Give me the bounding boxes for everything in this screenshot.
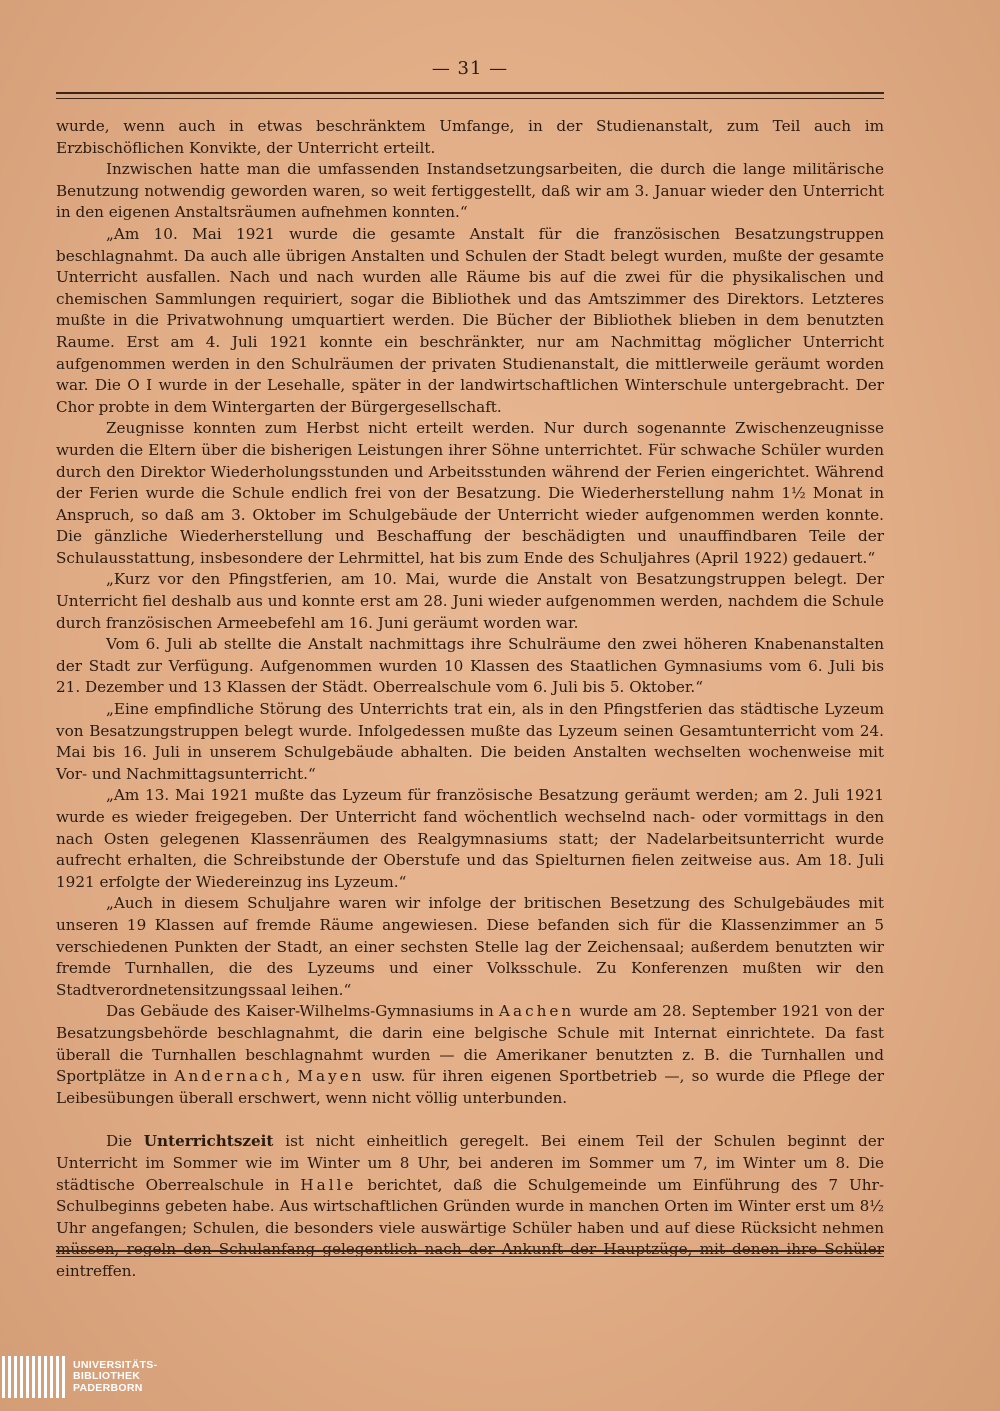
paragraph: „Am 13. Mai 1921 mußte das Lyzeum für französische Besatzung geräumt werden; am 2. Juli 1921 wurde es wieder freigegeben. Der Unterricht fand wöchentlich wechselnd nach- oder vormittags in den nach Osten gelegenen Klassenräumen des Realgymnasiums statt; der Nadelarbeitsunterricht wurde aufrecht erhalten, die Schreibstunde der Oberstufe und das Spielturnen fielen zeitweise aus. Am 18. Juli 1921 erfolgte der Wiedereinzug ins Lyzeum.“ bbox=[56, 786, 884, 891]
body-text bbox=[56, 116, 884, 1282]
paragraph: wurde, wenn auch in etwas beschränktem Umfange, in der Studienanstalt, zum Teil auch im Erzbischöflichen Konvikte, der Unterricht erteilt. bbox=[56, 117, 884, 157]
paragraph: Vom 6. Juli ab stellte die Anstalt nachmittags ihre Schulräume den zwei höheren Knabenanstalten der Stadt zur Verfügung. Aufgenommen wurden 10 Klassen des Staatlichen Gymnasiums vom 6. Juli bis 21. Dezember und 13 Klassen der Städt. Oberrealschule vom 6. Juli bis 5. Oktober.“ bbox=[56, 635, 884, 697]
text-run: berichtet, daß die Schulgemeinde um Einführung des 7 Uhr-Schulbeginns gebeten habe. Aus wirtschaftlichen Gründen wurde in manchen Orten im Winter erst um 8½ Uhr angefangen; Schulen, die besonders viele auswärtige Schüler haben und auf diese Rücksicht nehmen müssen, regeln den Schulanfang gelegentlich nach der Ankunft der Hauptzüge, mit denen ihre Schüler eintreffen. bbox=[56, 1175, 884, 1280]
logo-line: PADERBORN bbox=[73, 1381, 143, 1394]
logo-text bbox=[73, 1360, 157, 1395]
text-run: wurde am 28. September 1921 von der Besatzungsbehörde beschlagnahmt, die darin eine belgische Schule mit Internat einrichtete. Da fast überall die Turnhallen beschlagnahmt wurden — die Amerikaner benutzten z. B. die Turnhallen und Sportplätze in bbox=[56, 1002, 885, 1086]
bottom-rule bbox=[56, 1250, 884, 1257]
paragraph-aachen bbox=[56, 1001, 884, 1109]
logo-line: BIBLIOTHEK bbox=[73, 1370, 141, 1383]
paragraph: „Kurz vor den Pfingstferien, am 10. Mai, wurde die Anstalt von Besatzungstruppen belegt. Der Unterricht fiel deshalb aus und konnte erst am 28. Juni wieder aufgenommen werden, nachdem die Schule durch französischen Armeebefehl am 16. Juni geräumt worden war. bbox=[56, 570, 884, 632]
paragraph: Inzwischen hatte man die umfassenden Instandsetzungsarbeiten, die durch die lange militärische Benutzung notwendig geworden waren, so weit fertiggestellt, daß wir am 3. Januar wieder den Unterricht in den eigenen Anstaltsräumen aufnehmen konnten.“ bbox=[56, 160, 884, 222]
text-run: ist nicht einheitlich geregelt. Bei einem Teil der Schulen beginnt der Unterricht im Sommer wie im Winter um 8 Uhr, bei anderen im Sommer um 7, im Winter um 8. Die städtische Oberrealschule in bbox=[56, 1132, 884, 1194]
page-number: — 31 — bbox=[431, 58, 509, 79]
place-halle: Halle bbox=[300, 1175, 357, 1194]
text-run: Das Gebäude des Kaiser-Wilhelms-Gymnasiums in bbox=[106, 1002, 500, 1021]
text-run: Die bbox=[106, 1132, 144, 1151]
text-run: , bbox=[285, 1067, 298, 1086]
library-logo bbox=[0, 1356, 157, 1398]
paragraph: „Auch in diesem Schuljahre waren wir infolge der britischen Besetzung des Schulgebäudes mit unseren 19 Klassen auf fremde Räume angewiesen. Diese befanden sich für die Klassenzimmer an 5 verschiedenen Punkten der Stadt, an einer sechsten Stelle lag der Zeichensaal; außerdem benutzten wir fremde Turnhallen, die des Lyzeums und einer Volksschule. Zu Konferenzen mußten wir den Stadtverordnetensitzungssaal leihen.“ bbox=[56, 894, 884, 999]
place-andernach: Andernach bbox=[174, 1067, 286, 1086]
paragraph-unterrichtszeit bbox=[56, 1131, 884, 1282]
paragraph: „Am 10. Mai 1921 wurde die gesamte Anstalt für die französischen Besatzungstruppen beschlagnahmt. Da auch alle übrigen Anstalten und Schulen der Stadt belegt wurden, mußte der gesamte Unterricht ausfallen. Nach und nach wurden alle Räume bis auf die zwei für die physikalischen und chemischen Sammlungen requiriert, sogar die Bibliothek und das Amtszimmer des Direktors. Letzteres mußte in die Privatwohnung umquartiert werden. Die Bücher der Bibliothek blieben in dem benutzten Raume. Erst am 4. Juli 1921 konnte ein beschränkter, nur am Nachmittag möglicher Unterricht aufgenommen werden in den Schulräumen der privaten Studienanstalt, die mittlerweile geräumt worden war. Die O I wurde in der Lesehalle, später in der landwirtschaftlichen Winterschule untergebracht. Der Chor probte in dem Wintergarten der Bürgergesellschaft. bbox=[56, 224, 884, 416]
paragraph: „Eine empfindliche Störung des Unterrichts trat ein, als in den Pfingstferien das städtische Lyzeum von Besatzungstruppen belegt wurde. Infolgedessen mußte das Lyzeum seinen Gesamtunterricht vom 24. Mai bis 16. Juli in unserem Schulgebäude abhalten. Die beiden Anstalten wechselten wochenweise mit Vor- und Nachmittagsunterricht.“ bbox=[56, 700, 884, 783]
top-rule bbox=[56, 92, 884, 99]
place-mayen: Mayen bbox=[297, 1067, 365, 1086]
text-run: usw. für ihren eigenen Sportbetrieb —, so wurde die Pflege der Leibesübungen überall erschwert, wenn nicht völlig unterbunden. bbox=[56, 1067, 885, 1107]
place-aachen: Aachen bbox=[499, 1002, 575, 1021]
logo-line: UNIVERSITÄTS- bbox=[73, 1358, 158, 1371]
term-unterrichtszeit: Unterrichtszeit bbox=[143, 1132, 274, 1151]
logo-bars-icon bbox=[2, 1356, 65, 1398]
paragraph: Zeugnisse konnten zum Herbst nicht erteilt werden. Nur durch sogenannte Zwischenzeugnisse wurden die Eltern über die bisherigen Leistungen ihrer Söhne unterrichtet. Für schwache Schüler wurden durch den Direktor Wiederholungsstunden und Arbeitsstunden während der Ferien eingerichtet. Während der Ferien wurde die Schule endlich frei von der Besatzung. Die Wiederherstellung nahm 1½ Monat in Anspruch, so daß am 3. Oktober im Schulgebäude der Unterricht wieder aufgenommen werden konnte. Die gänzliche Wiederherstellung und Beschaffung der beschädigten und unauffindbaren Teile der Schulausstattung, insbesondere der Lehrmittel, hat bis zum Ende des Schuljahres (April 1922) gedauert.“ bbox=[56, 419, 884, 567]
